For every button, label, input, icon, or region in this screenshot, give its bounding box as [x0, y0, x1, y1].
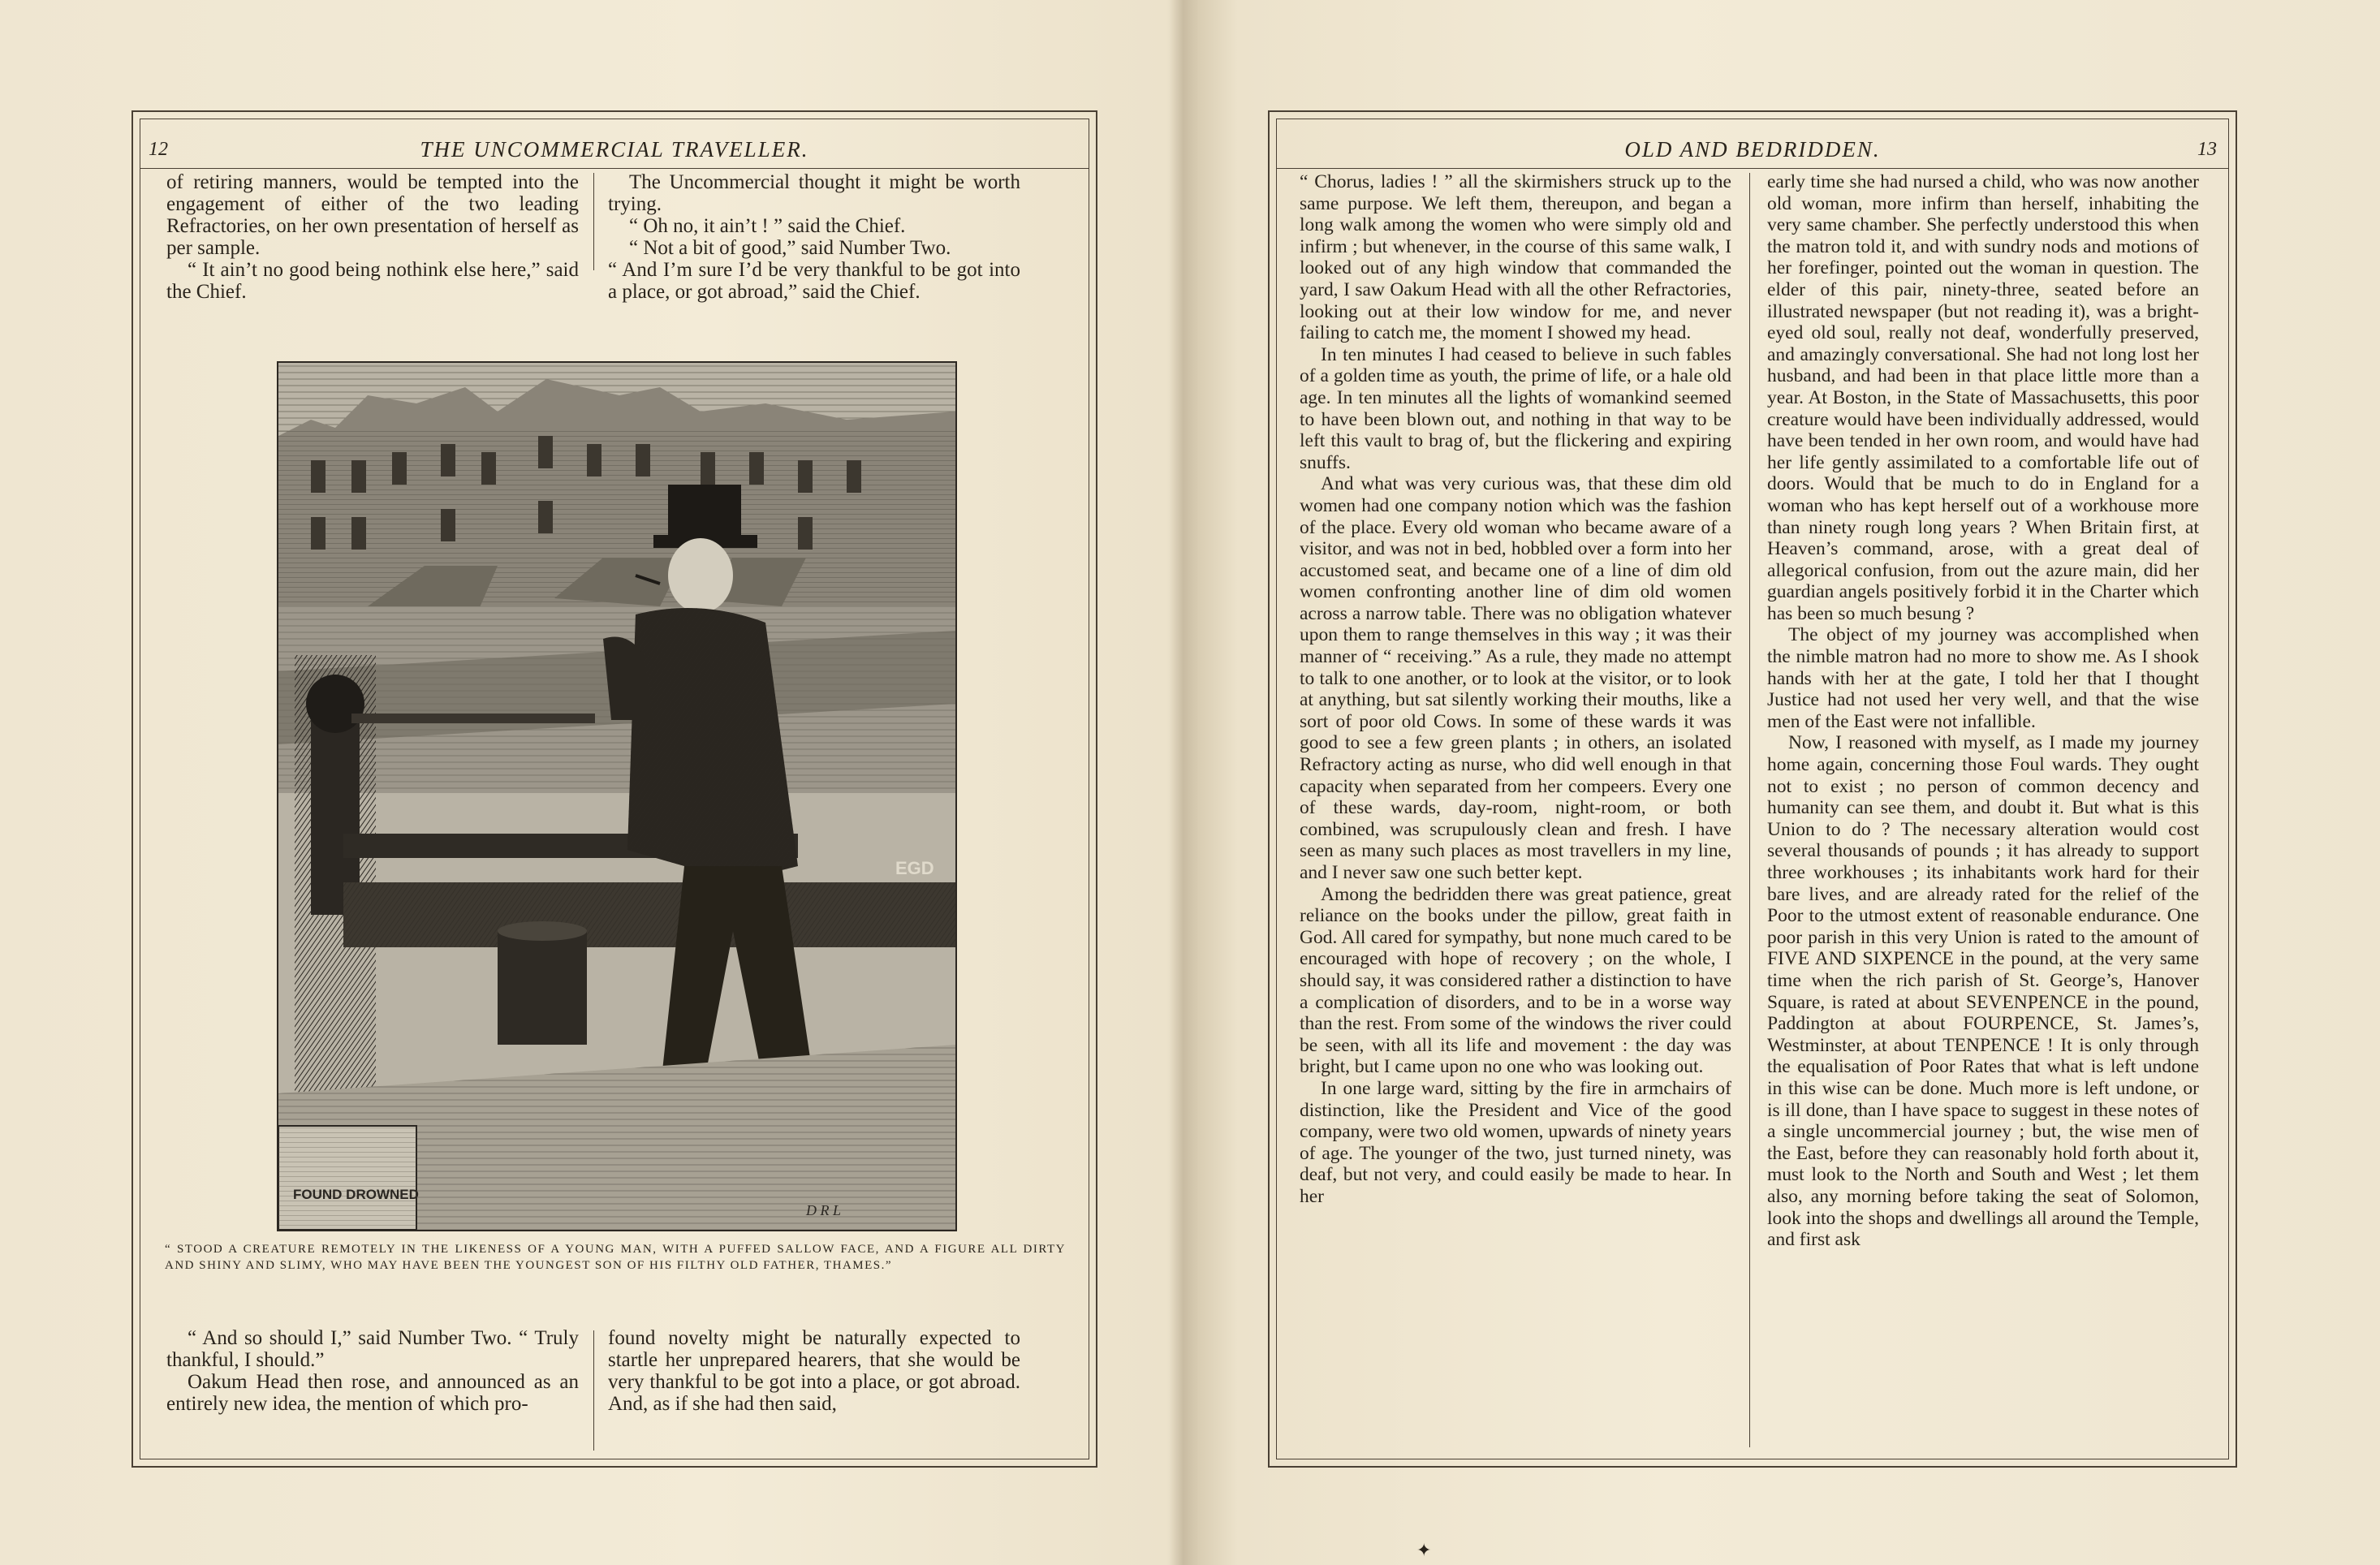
paragraph: “ It ain’t no good being nothink else here,” said the Chief. — [166, 259, 579, 303]
paragraph: The object of my journey was accomplished when the nimble matron had no more to show me. As I shook hands with her at the gate, I told her that I thought Justice had not used her very well, and that the wise men of the East were not infallible. — [1767, 624, 2199, 732]
left-page-header — [140, 119, 1089, 169]
paragraph: “ Not a bit of good,” said Number Two. — [629, 237, 951, 259]
illustration-signature: D R L — [806, 1202, 842, 1218]
left-bottom-column-1 — [166, 1327, 579, 1415]
illustration-signboard: FOUND DROWNED — [293, 1187, 419, 1202]
left-page-number: 12 — [149, 139, 168, 160]
paragraph: “ Chorus, ladies ! ” all the skirmishers struck up to the same purpose. We left them, thereupon, and began a long walk among the women who were simply old and infirm ; but whenever, in the course of this same walk, I looked out of any high window that commanded the yard, I saw Oakum Head with all the other Refractories, looking out at their low window for me, and never failing to catch me, the moment I showed my head. — [1300, 171, 1731, 344]
paragraph: of retiring manners, would be tempted into the engagement of either of the two leading Refractories, on her own presentation of herself as per sample. — [166, 171, 579, 259]
column-rule — [1749, 173, 1750, 1447]
right-column-2 — [1767, 171, 2199, 1251]
paragraph: early time she had nursed a child, who was now another old woman, more infirm than herself, inhabiting the very same chamber. She perfectly understood this when the matron told it, and with sundry nods and motions of her forefinger, pointed out the woman in question. The elder of this pair, ninety-three, seated before an illustrated newspaper (but not reading it), was a bright-eyed old soul, really not deaf, wonderfully preserved, and amazingly conversational. She had not long lost her husband, and had been in that place little more than a year. At Boston, in the State of Massachusetts, this poor creature would have been individually addressed, would have been tended in her own room, and would have had her life gently assimilated to a comfortable life out of doors. Would that be much to do in England for a woman who has kept herself out of a workhouse more than ninety rough long years ? When Britain first, at Heaven’s command, arose, with a great deal of allegorical confusion, from out the azure main, did her guardian angels positively forbid it in the Charter which has been so much besung ? — [1767, 171, 2199, 624]
right-page-inner-border — [1276, 119, 2229, 1459]
column-rule — [593, 173, 594, 270]
paragraph: found novelty might be naturally expected to startle her unprepared hearers, that she would be very thankful to be got into a place, or got abroad. And, as if she had then said, — [608, 1327, 1020, 1415]
illustration-monogram: EGD — [895, 858, 934, 878]
right-page — [1268, 110, 2237, 1468]
right-column-1 — [1300, 171, 1731, 1208]
paragraph: Now, I reasoned with myself, as I made my journey home again, concerning those Foul wards. They ought not to exist ; no person of common decency and humanity can see them, and doubt it. But what is this Union to do ? The necessary alteration would cost several thousands of pounds ; it has already to support three workhouses ; its inhabitants work hard for their bare lives, and are already rated for the relief of the Poor to the utmost extent of reasonable endurance. One poor parish in this very Union is rated to the amount of FIVE AND SIXPENCE in the pound, at the very same time when the rich parish of St. George’s, Hanover Square, is rated at about SEVENPENCE in the pound, Paddington at about FOURPENCE, St. James’s, Westminster, at about TENPENCE ! It is only through the equalisation of Poor Rates that what is left undone in this wise can be done. Much more is left undone, or is ill done, than I have space to suggest in these notes of a single uncommercial journey ; but, the wise men of the East, before they can reasonably hold forth about it, must look to the North and South and West ; let them also, any morning before taking the seat of Solomon, look into the shops and dwellings all around the Temple, and first ask — [1767, 732, 2199, 1251]
paragraph: Oakum Head then rose, and announced as an entirely new idea, the mention of which pro- — [166, 1371, 579, 1415]
paragraph: “ Oh no, it ain’t ! ” said the Chief. — [629, 215, 906, 237]
gutter-ornament: ✦ — [1416, 1540, 1432, 1560]
left-bottom-column-2 — [608, 1327, 1020, 1415]
column-rule — [593, 1330, 594, 1451]
left-running-title: THE UNCOMMERCIAL TRAVELLER. — [420, 137, 809, 162]
illustration-caption: “ STOOD A CREATURE REMOTELY IN THE LIKENESS OF A YOUNG MAN, WITH A PUFFED SALLOW FACE, AND A FIGURE ALL DIRTY AND SHINY AND SLIMY, WHO MAY HAVE BEEN THE YOUNGEST SON OF HIS FILTHY OLD FATHER, THAMES.” — [165, 1243, 1066, 1272]
engraving-illustration — [277, 361, 957, 1231]
right-page-number: 13 — [2197, 139, 2217, 160]
book-gutter — [1169, 0, 1198, 1565]
left-page-inner-border — [140, 119, 1089, 1459]
left-top-column-1 — [166, 171, 579, 303]
left-top-column-2 — [608, 171, 1020, 303]
right-page-header — [1277, 119, 2228, 169]
paragraph: In one large ward, sitting by the fire in armchairs of distinction, like the President and Vice of the good company, were two old women, upwards of ninety years of age. The younger of the two, just turned ninety, was deaf, but not very, and could easily be made to hear. In her — [1300, 1077, 1731, 1207]
paragraph: Among the bedridden there was great patience, great reliance on the books under the pillow, great faith in God. All cared for sympathy, but none much cared to be encouraged with hope of recovery ; on the whole, I should say, it was considered rather a distinction to have a complication of disorders, and to be in a worse way than the rest. From some of the windows the river could be seen, with all its life and movement : the day was bright, but I came upon no one who was looking out. — [1300, 883, 1731, 1078]
right-running-title: OLD AND BEDRIDDEN. — [1624, 137, 1881, 162]
engraving-drawing — [278, 363, 955, 1230]
paragraph: The Uncommercial thought it might be worth trying. — [608, 171, 1020, 215]
paragraph: In ten minutes I had ceased to believe in such fables of a golden time as youth, the prime of life, or a hale old age. In ten minutes all the lights of womankind seemed to have been blown out, and nothing in that way to be left this vault to brag of, but the flickering and expiring snuffs. — [1300, 343, 1731, 473]
paragraph: And what was very curious was, that these dim old women had one company notion which was the fashion of the place. Every old woman who became aware of a visitor, and was not in bed, hobbled over a form into her accustomed seat, and became one of a line of dim old women confronting another line of dim old women across a narrow table. There was no obligation whatever upon them to range themselves in this way ; it was their manner of “ receiving.” As a rule, they made no attempt to talk to one another, or to look at the visitor, or to look at anything, but sat silently working their mouths, like a sort of poor old Cows. In some of these wards it was good to see a few green plants ; in others, an isolated Refractory acting as nurse, who did well enough in that capacity when separated from her compeers. Every one of these wards, day-room, night-room, or both combined, was scrupulously clean and fresh. I have seen as many such places as most travellers in my line, and I never saw one such better kept. — [1300, 473, 1731, 883]
left-page — [132, 110, 1097, 1468]
paragraph: “ And so should I,” said Number Two. “ Truly thankful, I should.” — [166, 1327, 579, 1371]
paragraph: “ And I’m sure I’d be very thankful to be got into a place, or got abroad,” said the Chief. — [608, 259, 1020, 303]
